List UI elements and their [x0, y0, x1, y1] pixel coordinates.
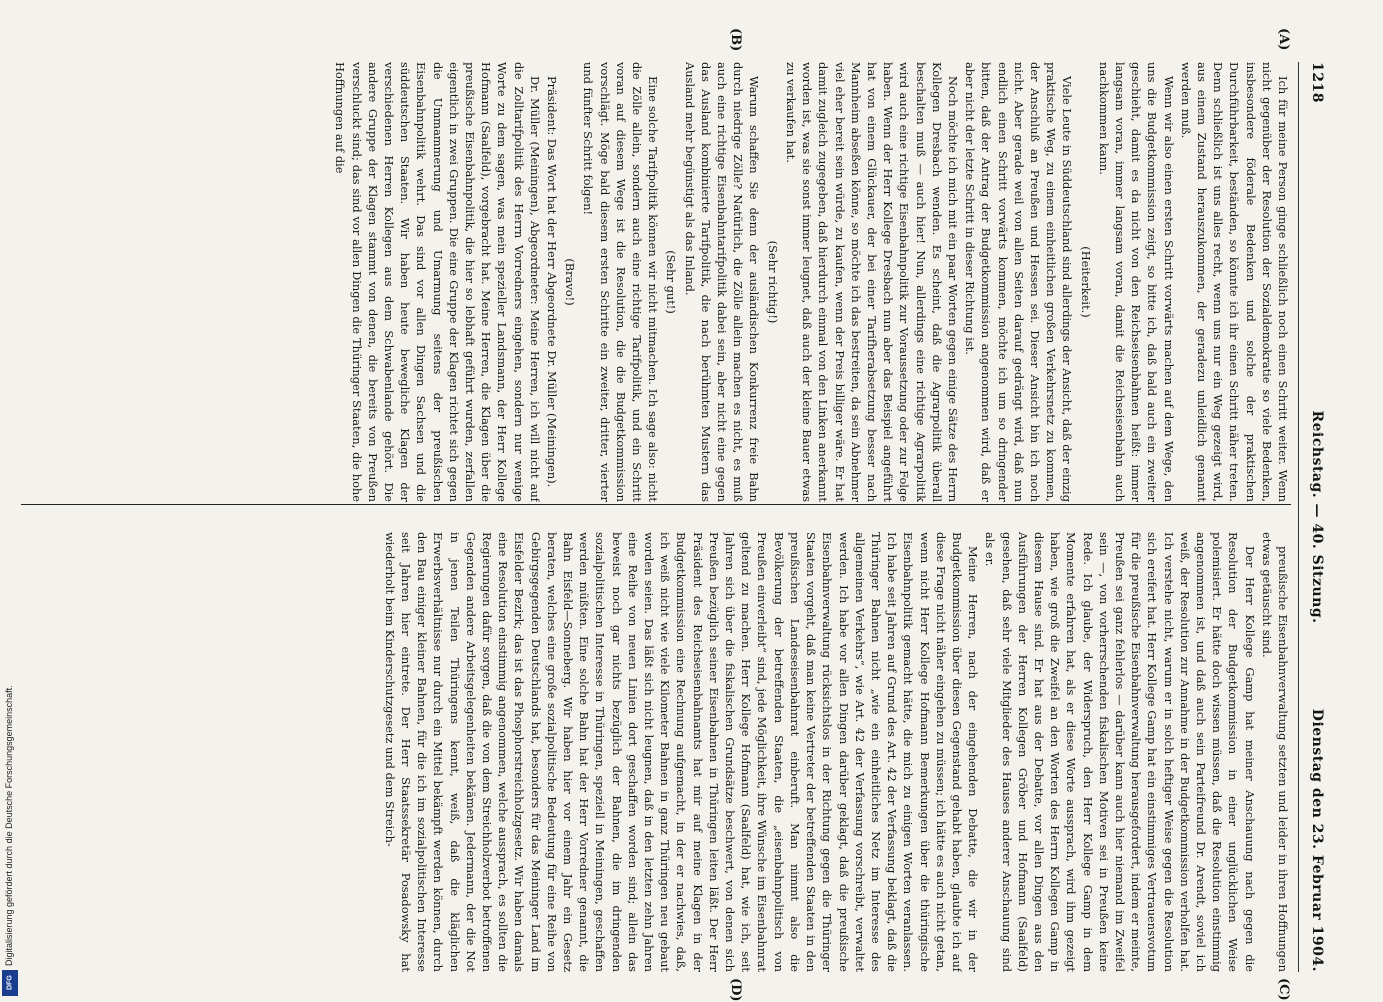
running-title: Reichstag. — 40. Sitzung. [1309, 410, 1325, 624]
paragraph: Wenn wir also einen ersten Schritt vorwärts machen auf dem Wege, den uns die Budgetkommission zeigt, so bitte ich, daß bald auch ein zweiter geschieht, damit es da nicht von den Reichseisenbahnen heißt: immer langsam voran, immer langsam voran, damit die Reichseisenbahn auch nachkommen kann. [1096, 62, 1176, 502]
digitization-credit [0, 0, 22, 1000]
paragraph: Dr. Müller (Meiningen), Abgeordneter: Meine Herren, ich will nicht auf die Zolltarifpolitik des Herrn Vorredners eingehen, sondern nur wenige Worte zu dem sagen, was mein spezieller Landsmann, der Herr Kollege Hofmann (Saalfeld), vorgebracht hat. Meine Herren, die Klagen über die preußische Eisenbahnpolitik, die hier so lebhaft geführt wurden, zerfallen eigentlich in zwei Gruppen. Die eine Gruppe der Klagen richtet sich gegen die Ummammerung und Umarmung seitens der preußischen Eisenbahnpolitik wehrt. Das sind vor allen Dingen Sachsen und die süddeutschen Staaten. Wir haben heute bewegliche Klagen der verschiedenen Herren Kollegen aus dem Schwabenlande gehört. Die andere Gruppe der Klagen stammt von denen, die bereits von Preußen verschluckt sind; das sind vor allen Dingen die Thüringer Staaten, die hohe Hoffnungen auf die [333, 62, 542, 502]
paragraph: preußische Eisenbahnverwaltung setzten und leider in ihren Hoffnungen etwas getäuscht sind. [1259, 532, 1290, 972]
page-number: 1218 [1309, 62, 1325, 103]
column-divider [21, 504, 1291, 505]
credit-text: Digitalisierung gefördert durch die Deutsche Forschungsgemeinschaft. [4, 685, 14, 966]
stage-direction: (Sehr gut!) [664, 250, 679, 314]
margin-marker-a: (A) [1276, 28, 1291, 51]
right-text-column [11, 532, 1291, 972]
margin-marker-d: (D) [728, 978, 743, 1002]
paragraph: Eine solche Tarifpolitik können wir nicht mitmachen. Ich sage also: nicht die Zölle allein, sondern auch eine richtige Tarifpolitik, und ein Schritt voran auf diesem Wege ist die Resolution, die die Budgetkommission vorschlägt. Möge bald diesem ersten Schritte ein zweiter, dritter, vierter und fünfter Schritt folgen! [581, 62, 661, 502]
session-date: Dienstag den 23. Februar 1904. [1309, 708, 1325, 972]
margin-marker-b: (B) [728, 28, 743, 52]
paragraph: Viele Leute in Süddeutschland sind allerdings der Ansicht, daß der einzig praktische Weg, zu einem einheitlichen großen Verkehrsnetz zu kommen, der Anschluß an Preußen und Hessen sei. Dieser Ansicht bin ich noch nicht. Aber gerade weil von allen Seiten darauf gedrängt wird, daß nun endlich einen Schritt vorwärts kommen, möchte ich um so dringender bitten, daß der Antrag der Budgetkommission angenommen wird, daß er aber nicht der letzte Schritt in dieser Richtung ist. [963, 62, 1075, 502]
left-text-column [11, 62, 1291, 502]
dfg-logo: DFG [2, 970, 18, 996]
stage-direction: (Heiterkeit.) [1078, 246, 1093, 318]
header-rule [1298, 62, 1299, 972]
paragraph: Noch möchte ich mich mit ein paar Worten gegen einige Sätze des Herrn Kollegen Dresbach wenden. Es scheint, daß die Agrarpolitik überall beschalten muß — auch hier! Nun, allerdings eine richtige Agrarpolitik wird auch eine richtige Eisenbahnpolitik zur Voraussetzung oder zur Folge haben. Wenn der Herr Kollege Dresbach nun aber das Beispiel angeführt hat von einem Glückauer, der bei einer Tarifherabsetzung besser nach Mannheim abseßen könne, so möchte ich das bestreiten, da sein Abnehmer viel eher bereit sein würde, zu kaufen, wenn der Preis billiger wäre. Er hat damit zugleich zugegeben, daß hierdurch einmal von den Linken anerkannt worden ist, was sie sonst immer leugnet, daß auch der kleine Bauer etwas zu verkaufen hat. [783, 62, 960, 502]
paragraph: Ich für meine Person ginge schließlich noch einen Schritt weiter. Wenn nicht gegenüber der Resolution der Sozialdemokratie so viele Bedenken, insbesondere föderale Bedenken und solche der praktischen Durchführbarkeit, beständen, so könnte ich ihr einen Schritt näher treten. Denn schließlich ist uns alles recht, wenn uns nur ein Weg gezeigt wird, aus einem Zustand herauszukommen, der geradezu unleidlich genannt werden muß. [1178, 62, 1290, 502]
margin-marker-c: (C) [1276, 978, 1291, 1001]
page-header [1297, 62, 1325, 972]
paragraph: Meine Herren, nach der eingehenden Debatte, die wir in der Budgetkommission über diesen Gegenstand gehabt haben, glaubte ich auf diese Frage nicht näher eingehen zu müssen; ich hätte es auch nicht getan, wenn nicht Herr Kollege Hofmann Bemerkungen über die thüringische Eisenbahnpolitik gemacht hätte, die mich zu einigen Worten veranlassen. Ich habe seit Jahren auf Grund des Art. 42 der Verfassung beklagt, daß die Thüringer Bahnen nicht „wie ein einheitliches Netz im Interesse des allgemeinen Verkehrs“, wie Art. 42 der Verfassung vorschreibt, verwaltet werden. Ich habe vor allen Dingen darüber geklagt, daß die preußische Eisenbahnverwaltung rücksichtslos in der Richtung gegen die Thüringer Staaten vorgeht, daß man keine Vertreter der betreffenden Staaten in den preußischen Landeseisenbahnrat einberuft. Man nimmt also die Bevölkerung der betreffenden Staaten, die „eisenbahnpolitisch von Preußen einverleibt“ sind, jede Möglichkeit, ihre Wünsche im Eisenbahnrat geltend zu machen. Herr Kollege Hofmann (Saalfeld) hat, wie ich, seit Jahren sich über die fiskalischen Grundsätze beschwert, von denen sich Preußen bezüglich seiner Eisenbahnen in Thüringen leiten läßt. Der Herr Präsident des Reichseisenbahnamts hat mir auf meine Klagen in der Budgetkommission eine Rechnung aufgemacht, in der er nachwies, daß, ich weiß nicht wie viele Kilometer Bahnen in ganz Thüringen neu gebaut worden seien. Das läßt sich nicht leugnen, daß in den letzten zehn Jahren eine Reihe von neuen Linien dort geschaffen worden sind; allein das beweist noch gar nichts bezüglich der Bahnen, die im dringenden sozialpolitischen Interesse in Thüringen, speziell in Meiningen, geschaffen werden müßten. Eine solche Bahn hat der Herr Vorredner genannt, die Bahn Eisfeld—Sonneberg. Wir haben hier vor einem Jahr ein Gesetz beraten, welches eine große sozialpolitische Bedeutung für eine Reihe von Gebirgsgegenden Deutschlands hat, besonders für das Meininger Land im Eisfelder Bezirk; das ist das Phosphorstreichholzgesetz. Wir haben damals eine Resolution einstimmig angenommen, welche aussprach, es sollten die Regierungen dafür sorgen, daß die von dem Streichholzverbot betroffenen Gegenden andere Arbeitsgelegenheiten bekämen. Jedermann, der die Not in jenen Teilen Thüringens kennt, weiß, daß die kläglichen Erwerbsverhältnisse nur durch ein Mittel bekämpft werden können, durch den Bau einiger kleiner Bahnen, für die ich im sozialpolitischen Interesse seit Jahren hier eintrete. Der Herr Staatssekretär Posadowsky hat wiederholt beim Kinderschutzgesetz und dem Streich- [382, 532, 981, 972]
stage-direction: (Bravo!) [563, 258, 578, 306]
paragraph: Warum schaffen Sie denn der ausländischen Konkurrenz freie Bahn durch niedrige Zölle? Natürlich, die Zölle allein machen es nicht, es muß auch eine richtige Eisenbahntarifpolitik dabei sein, aber nicht eine gegen das Ausland kombinierte Tarifpolitik, die nach berühmten Mustern das Ausland mehr begünstigt als das Inland. [682, 62, 762, 502]
stage-direction: (Sehr richtig!) [765, 240, 780, 324]
paragraph: Der Herr Kollege Gamp hat meiner Anschauung nach gegen die Resolution der Budgetkommission in einer unglücklichen Weise polemisiert. Er hätte doch wissen müssen, daß die Resolution einstimmig angenommen ist, und daß auch sein Parteifreund Dr. Arendt, soviel ich weiß, der Resolution zur Annahme in der Budgetkommission verholfen hat. Ich verstehe nicht, warum er in solch heftiger Weise gegen die Resolution sich ereifert hat. Herr Kollege Gamp hat ein einstimmiges Vertrauensvotum für die preußische Eisenbahnverwaltung herausgefordert, indem er meinte, Preußen sei ganz fehlerlos — darüber kann auch hier niemand im Zweifel sein —, von vorherrschenden fiskalischen Motiven sei in Preußen keine Rede. Ich glaube, der Widerspruch, den Herr Kollege Gamp in dem Momente erfahren hat, als er diese Worte aussprach, wird ihm gezeigt haben, wie groß die Zweifel an den Worten des Herrn Kollegen Gamp in diesem Hause sind. Er hat aus der Debatte, vor allen Dingen aus den Ausführungen der Herren Kollegen Gröber und Hofmann (Saalfeld) gesehen, daß sehr viele Mitglieder des Hauses anderer Anschauung sind als er. [983, 532, 1257, 972]
paragraph: Präsident: Das Wort hat der Herr Abgeordnete Dr. Müller (Meiningen). [545, 76, 560, 488]
